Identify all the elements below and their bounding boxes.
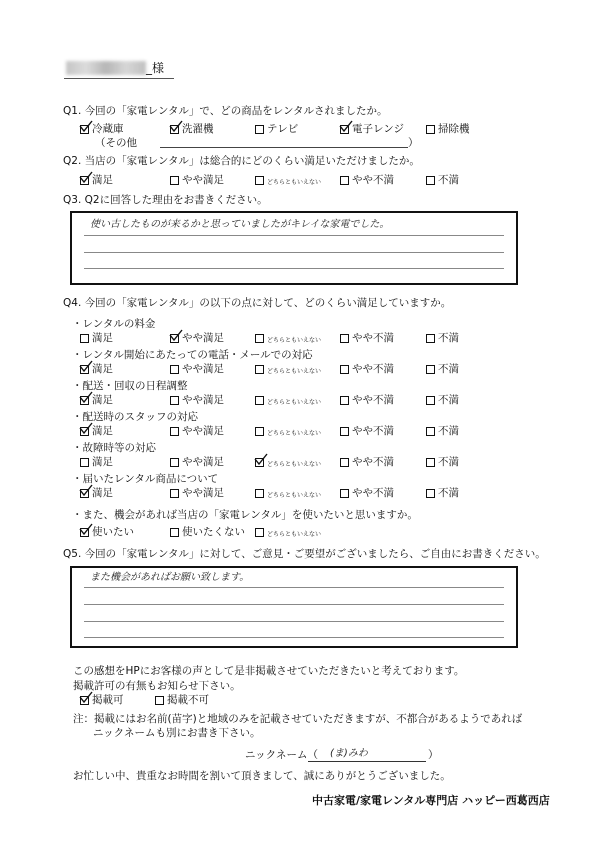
- q1-other-label: （その他: [95, 137, 137, 149]
- checkbox-label: 不満: [438, 394, 459, 406]
- checkbox[interactable]: [155, 696, 164, 705]
- checkbox[interactable]: [426, 365, 435, 374]
- checkbox-label: どちらともいえない: [267, 179, 322, 186]
- thanks-message: お忙しい中、貴重なお時間を割いて頂きまして、誠にありがとうございました。: [73, 770, 451, 782]
- q4-item-label: ・故障時等の対応: [72, 442, 156, 454]
- q5-question: Q5. 今回の「家電レンタル」に対して、ご意見・ご要望がございましたら、ご自由にお書きください。: [63, 548, 546, 560]
- checkbox-label: 不満: [438, 332, 459, 344]
- q5-line: [84, 637, 504, 638]
- redacted-customer-name: [66, 61, 146, 75]
- checkbox-label: やや不満: [352, 394, 394, 406]
- q4-question: Q4. 今回の「家電レンタル」の以下の点に対して、どのくらい満足していますか。: [63, 297, 452, 309]
- checkbox[interactable]: [170, 489, 179, 498]
- q3-line: [84, 268, 504, 269]
- q1-question: Q1. 今回の「家電レンタル」で、どの商品をレンタルされましたか。: [63, 105, 388, 117]
- checkbox-label: どちらともいえない: [267, 461, 322, 468]
- checkbox[interactable]: [170, 176, 179, 185]
- checkbox[interactable]: [255, 489, 264, 498]
- checkbox[interactable]: [80, 458, 89, 467]
- checkmark-icon: [169, 329, 183, 341]
- checkbox-label: やや不満: [352, 363, 394, 375]
- q2-question: Q2. 当店の「家電レンタル」は総合的にどのくらい満足いただけましたか。: [63, 155, 420, 167]
- checkbox[interactable]: [255, 125, 264, 134]
- checkmark-icon: [339, 120, 353, 132]
- checkbox-label: やや満足: [182, 363, 224, 375]
- checkbox-label: やや不満: [352, 174, 394, 186]
- nickname-value[interactable]: (ま)みわ: [330, 748, 368, 759]
- checkbox-label: 不満: [438, 456, 459, 468]
- checkbox-label: どちらともいえない: [267, 531, 322, 538]
- q1-other-close: ）: [408, 137, 419, 149]
- checkbox[interactable]: [340, 396, 349, 405]
- checkbox-label: 洗濯機: [182, 123, 214, 135]
- checkbox[interactable]: [170, 458, 179, 467]
- consent-line1: この感想をHPにお客様の声として是非掲載させていただきたいと考えております。: [73, 665, 465, 677]
- checkbox-label: どちらともいえない: [267, 368, 322, 375]
- checkbox[interactable]: [426, 427, 435, 436]
- checkbox-label: 満足: [92, 332, 113, 344]
- checkbox[interactable]: [255, 365, 264, 374]
- checkbox-label: 満足: [92, 456, 113, 468]
- checkbox[interactable]: [340, 176, 349, 185]
- checkbox[interactable]: [170, 528, 179, 537]
- q5-answer[interactable]: また機会があればお願い致します。: [90, 572, 250, 583]
- checkbox[interactable]: [426, 396, 435, 405]
- checkmark-icon: [79, 691, 93, 703]
- checkbox[interactable]: [170, 396, 179, 405]
- checkbox-label: 満足: [92, 363, 113, 375]
- q4-item-label: ・レンタル開始にあたっての電話・メールでの対応: [72, 349, 313, 361]
- q4-item-label: ・配送時のスタッフの対応: [72, 411, 198, 423]
- q5-line: [84, 604, 504, 605]
- checkbox[interactable]: [80, 334, 89, 343]
- checkbox[interactable]: [170, 365, 179, 374]
- checkbox-label: 掲載不可: [167, 694, 209, 706]
- q4-reuse-question: ・また、機会があれば当店の「家電レンタル」を使いたいと思いますか。: [72, 509, 418, 521]
- checkbox-label: どちらともいえない: [267, 430, 322, 437]
- checkmark-icon: [79, 120, 93, 132]
- q3-question: Q3. Q2に回答した理由をお書きください。: [63, 194, 268, 206]
- checkbox-label: やや満足: [182, 425, 224, 437]
- checkbox-label: 使いたい: [92, 526, 134, 538]
- checkbox-label: やや満足: [182, 487, 224, 499]
- checkbox[interactable]: [255, 528, 264, 537]
- checkbox[interactable]: [340, 489, 349, 498]
- checkmark-icon: [79, 171, 93, 183]
- name-underline: [64, 78, 174, 79]
- checkbox-label: 不満: [438, 363, 459, 375]
- checkbox-label: やや不満: [352, 332, 394, 344]
- q3-line: [84, 252, 504, 253]
- checkmark-icon: [79, 484, 93, 496]
- checkbox-label: やや不満: [352, 487, 394, 499]
- checkbox-label: 電子レンジ: [352, 123, 404, 135]
- note-line2: ニックネームも別にお書き下さい。: [93, 727, 261, 739]
- note-line1: 注：掲載にはお名前(苗字)と地域のみを記載させていただきますが、不都合があるようであれば: [73, 713, 523, 725]
- nickname-underline: [308, 761, 426, 762]
- checkbox[interactable]: [426, 125, 435, 134]
- checkbox[interactable]: [426, 489, 435, 498]
- checkbox-label: 満足: [92, 394, 113, 406]
- q5-answer-box: [70, 566, 518, 648]
- q3-answer-box: [70, 211, 518, 285]
- q5-line: [84, 621, 504, 622]
- checkbox[interactable]: [426, 334, 435, 343]
- checkbox-label: テレビ: [267, 123, 299, 135]
- checkbox-label: やや満足: [182, 394, 224, 406]
- checkbox-label: 不満: [438, 174, 459, 186]
- q4-item-label: ・レンタルの料金: [72, 318, 156, 330]
- checkmark-icon: [169, 120, 183, 132]
- checkbox[interactable]: [255, 427, 264, 436]
- q5-line: [84, 587, 504, 588]
- checkbox[interactable]: [170, 427, 179, 436]
- checkbox-label: 満足: [92, 174, 113, 186]
- nickname-label: ニックネーム（: [245, 749, 318, 761]
- q3-answer[interactable]: 使い古したものが来るかと思っていましたがキレイな家電でした。: [90, 219, 390, 230]
- checkmark-icon: [79, 391, 93, 403]
- q4-item-label: ・配送・回収の日程調整: [72, 380, 188, 392]
- checkmark-icon: [254, 453, 268, 465]
- checkbox-label: どちらともいえない: [267, 399, 322, 406]
- honorific: _様: [146, 61, 165, 75]
- nickname-close: ）: [428, 749, 439, 761]
- checkbox[interactable]: [426, 458, 435, 467]
- checkbox-label: 冷蔵庫: [92, 123, 124, 135]
- q1-other-line: [160, 147, 408, 148]
- q4-item-label: ・届いたレンタル商品について: [72, 473, 219, 485]
- q3-line: [84, 235, 504, 236]
- shop-name: 中古家電/家電レンタル専門店 ハッピー西葛西店: [312, 794, 550, 807]
- checkbox[interactable]: [340, 427, 349, 436]
- checkmark-icon: [79, 422, 93, 434]
- checkbox-label: やや不満: [352, 456, 394, 468]
- checkbox[interactable]: [340, 365, 349, 374]
- checkbox[interactable]: [255, 176, 264, 185]
- checkbox-label: 満足: [92, 425, 113, 437]
- checkbox[interactable]: [255, 396, 264, 405]
- checkmark-icon: [79, 360, 93, 372]
- checkbox[interactable]: [426, 176, 435, 185]
- checkbox-label: 使いたくない: [182, 526, 245, 538]
- checkbox-label: 掲載可: [92, 694, 124, 706]
- checkbox-label: 掃除機: [438, 123, 470, 135]
- checkbox-label: どちらともいえない: [267, 337, 322, 344]
- checkbox-label: 満足: [92, 487, 113, 499]
- checkbox-label: やや満足: [182, 332, 224, 344]
- consent-line2: 掲載許可の有無もお知らせ下さい。: [73, 680, 241, 692]
- checkbox-label: どちらともいえない: [267, 492, 322, 499]
- checkbox[interactable]: [340, 334, 349, 343]
- checkbox-label: 不満: [438, 425, 459, 437]
- checkmark-icon: [79, 523, 93, 535]
- checkbox-label: やや満足: [182, 174, 224, 186]
- checkbox-label: 不満: [438, 487, 459, 499]
- checkbox-label: やや不満: [352, 425, 394, 437]
- checkbox[interactable]: [255, 334, 264, 343]
- checkbox[interactable]: [340, 458, 349, 467]
- checkbox-label: やや満足: [182, 456, 224, 468]
